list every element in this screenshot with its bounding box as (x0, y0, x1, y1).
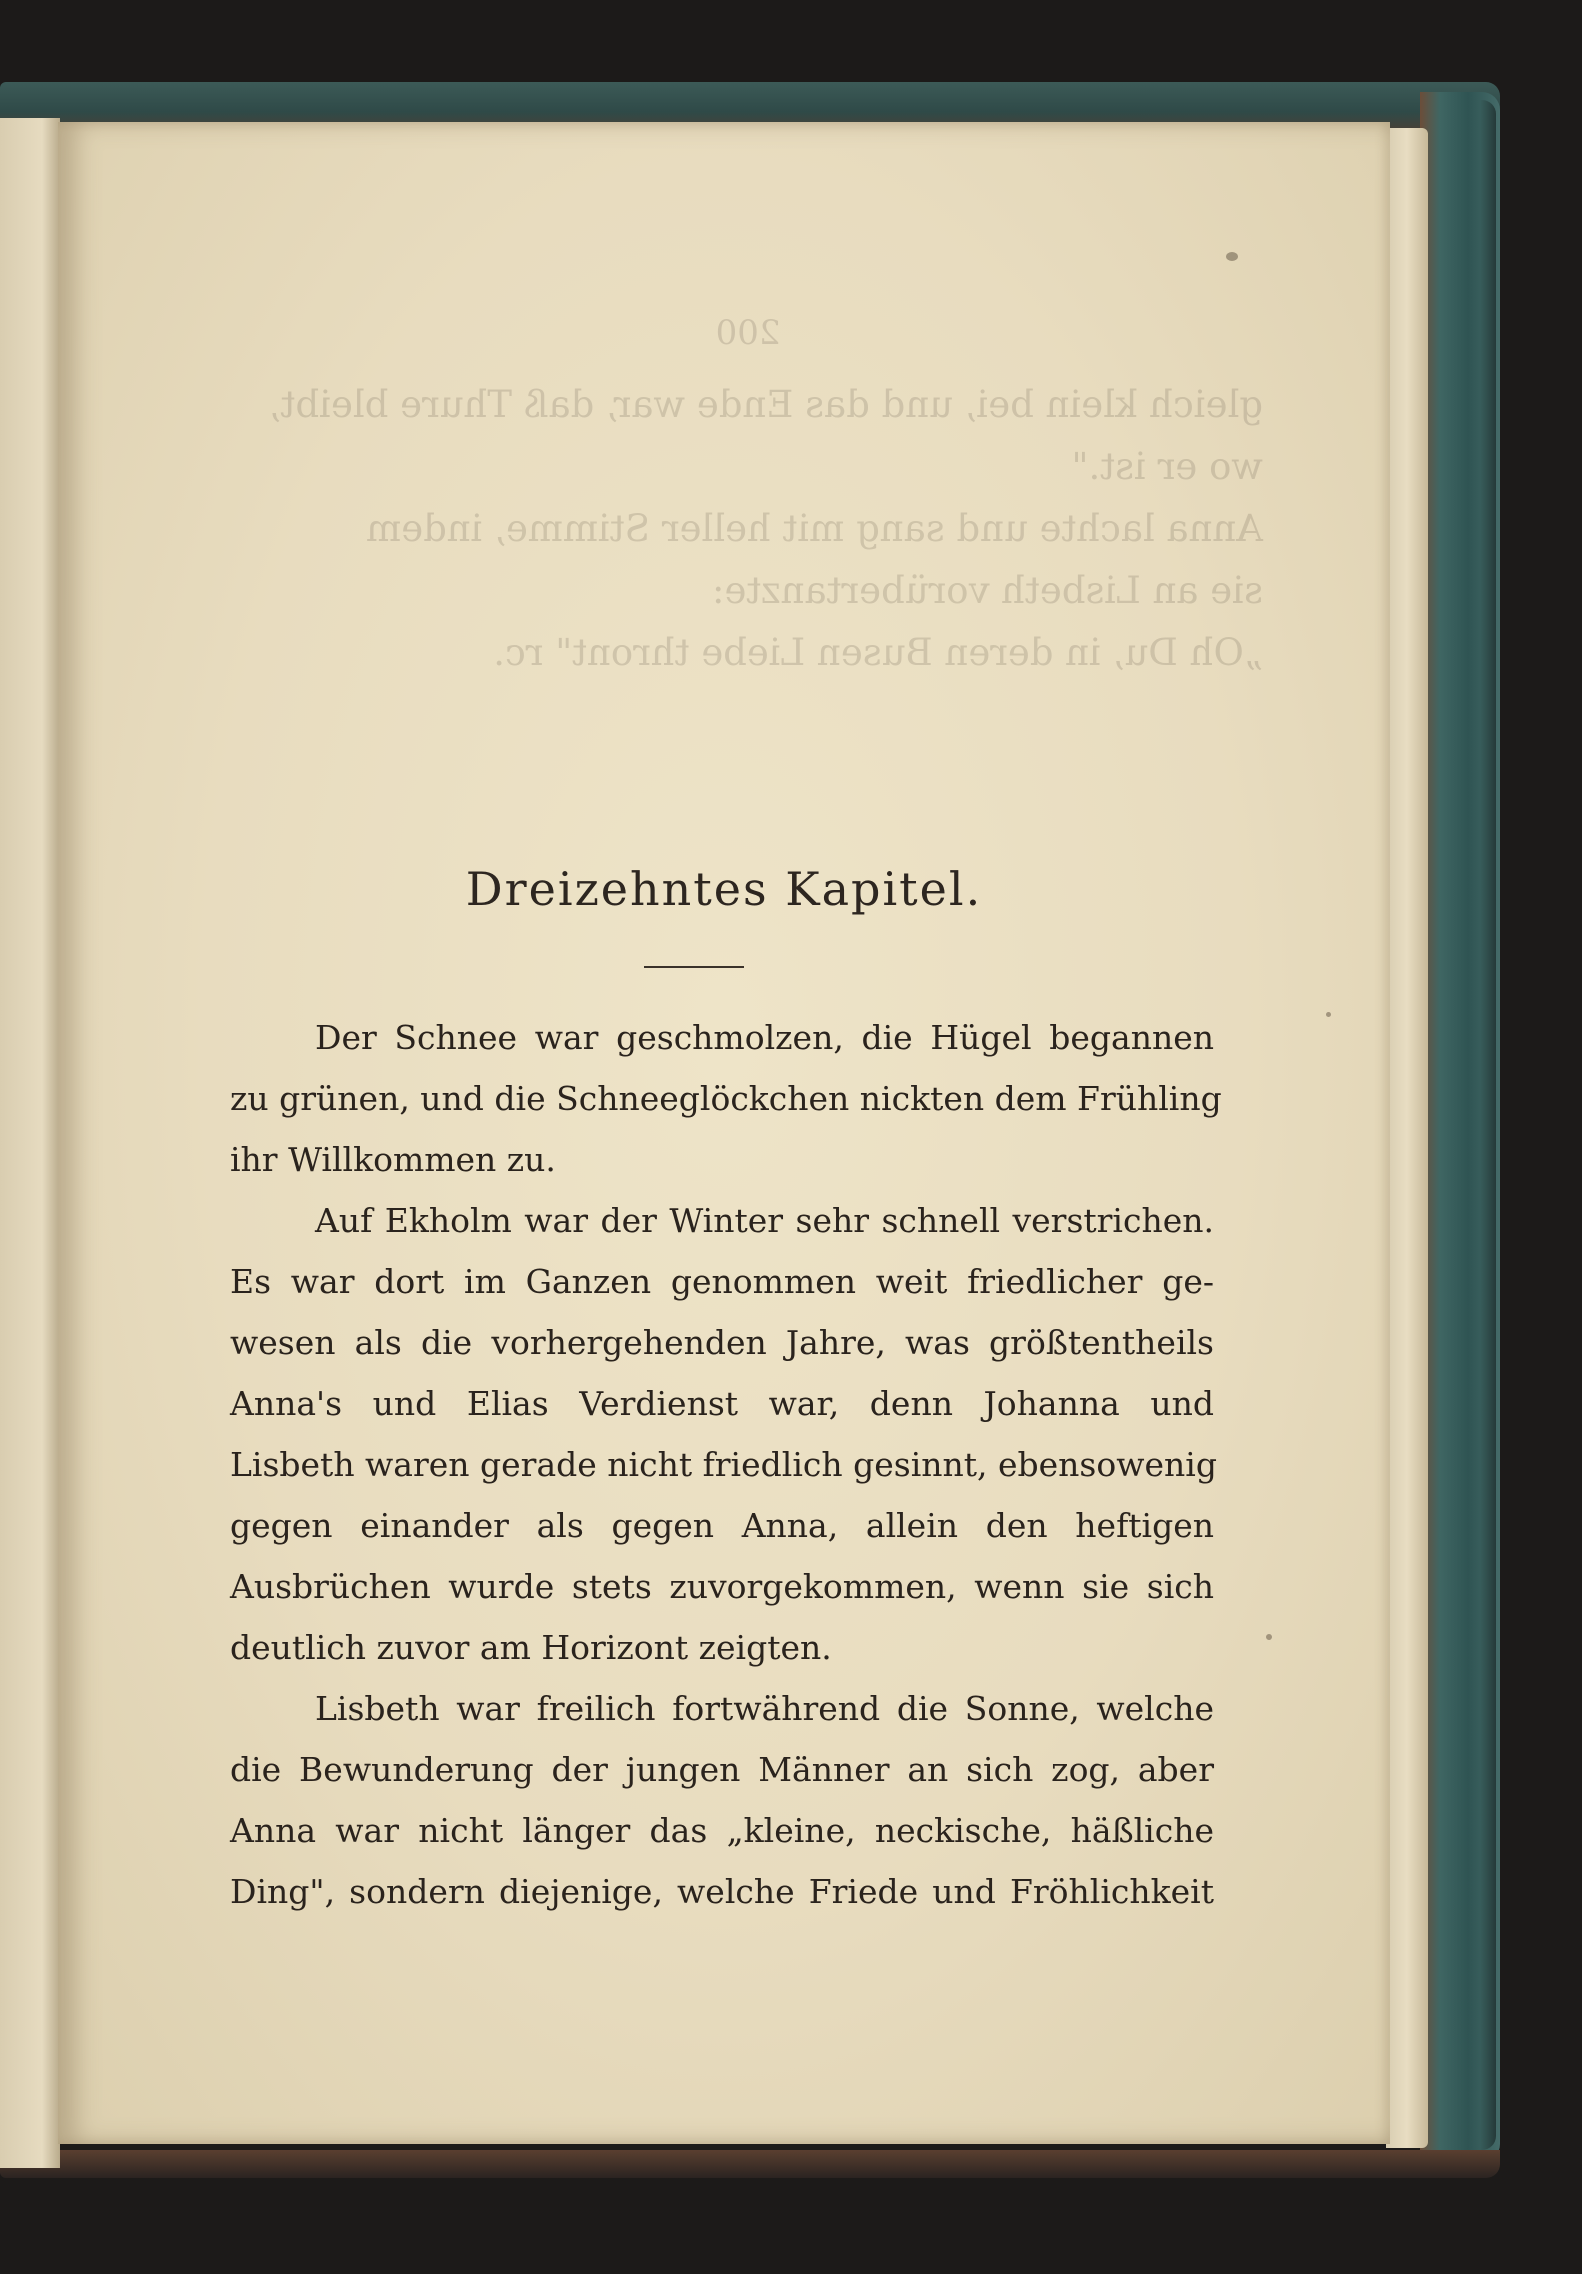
bleed-line: „Oh Du, in deren Busen Liebe thront" rc. (493, 631, 1263, 674)
book-cover-bottom (0, 2150, 1500, 2178)
text-line: Auf Ekholm war der Winter sehr schnell verstrichen. (315, 1201, 1214, 1240)
bleed-line: Anna lachte und sang mit heller Stimme, indem (366, 507, 1263, 550)
bleed-through-text (233, 302, 1263, 684)
text-line: Anna war nicht länger das „kleine, neckische, häßliche (230, 1811, 1214, 1850)
text-line: Der Schnee war geschmolzen, die Hügel begannen (315, 1018, 1214, 1057)
text-line: ihr Willkommen zu. (230, 1140, 556, 1179)
bleed-line: wo er ist." (1071, 445, 1263, 488)
bleed-page-number: 200 (715, 313, 781, 353)
text-line: gegen einander als gegen Anna, allein den heftigen (230, 1506, 1214, 1545)
book-page (58, 122, 1390, 2144)
page-edge-stack (1386, 128, 1428, 2148)
cover-shadow (1480, 100, 1496, 2150)
text-line: die Bewunderung der jungen Männer an sich zog, aber (230, 1750, 1214, 1789)
chapter-heading: Dreizehntes Kapitel. (465, 862, 983, 916)
paper-speck (1266, 1634, 1272, 1640)
text-line: Anna's und Elias Verdienst war, denn Johanna und (230, 1384, 1214, 1423)
facing-page-sliver (0, 118, 60, 2168)
bleed-line: gleich klein bei, und das Ende war, daß Thure bleibt, (268, 383, 1263, 426)
heading-rule (644, 966, 744, 968)
text-line: Es war dort im Ganzen genommen weit friedlicher ge- (230, 1262, 1214, 1301)
chapter-body-text (230, 1007, 1222, 1922)
bleed-line: sie an Lisbeth vorübertanzte: (711, 569, 1263, 612)
text-line: deutlich zuvor am Horizont zeigten. (230, 1628, 832, 1667)
text-line: Lisbeth war freilich fortwährend die Sonne, welche (315, 1689, 1214, 1728)
paper-speck (1226, 252, 1238, 261)
text-line: Ausbrüchen wurde stets zuvorgekommen, wenn sie sich (230, 1567, 1214, 1606)
text-line: zu grünen, und die Schneeglöckchen nickten dem Frühling (230, 1079, 1222, 1118)
text-line: Lisbeth waren gerade nicht friedlich gesinnt, ebensowenig (230, 1445, 1217, 1484)
text-line: Ding", sondern diejenige, welche Friede und Fröhlichkeit (230, 1872, 1214, 1911)
paper-speck (1326, 1012, 1331, 1017)
text-line: wesen als die vorhergehenden Jahre, was größtentheils (230, 1323, 1214, 1362)
